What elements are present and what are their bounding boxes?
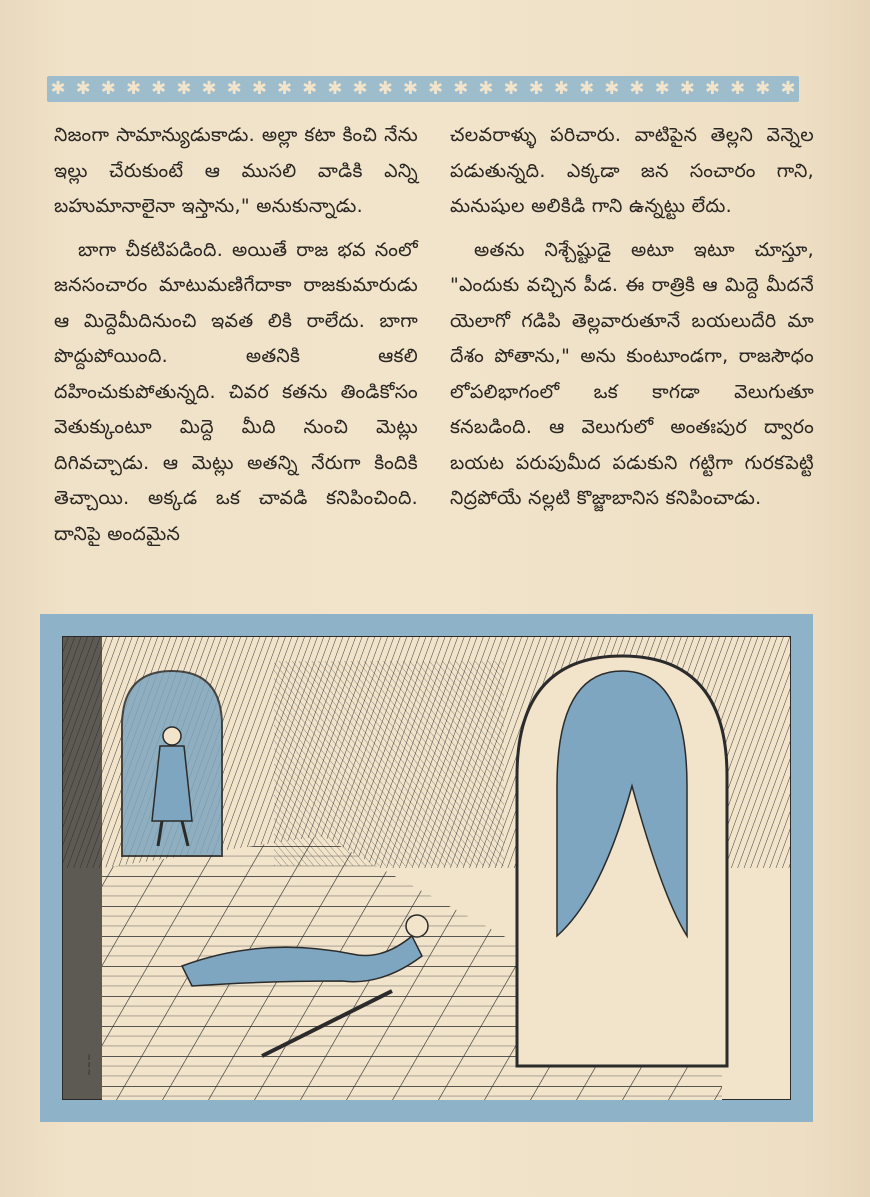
star-knot-icon: ✱ [176, 78, 192, 99]
paragraph: అతను నిశ్చేష్టుడై అటూ ఇటూ చూస్తూ, "ఎందుకు వచ్చిన పీడ. ఈ రాత్రికి ఆ మిద్దె మీదనే యెలాగో గడిపి తెల్లవారుతూనే బయలుదేరి మా దేశం పోతాను," అను కుంటూండగా, రాజసౌధం లోపలిభాగంలో ఒక కాగడా వెలుగుతూ కనబడింది. ఆ వెలుగులో అంతఃపుర ద్వారం బయట పరుపుమీద పడుకుని గట్టిగా గురకపెట్టి నిద్రపోయే నల్లటి కొజ్జాబానిస కనిపించాడు. [450, 238, 814, 509]
star-knot-icon: ✱ [125, 78, 142, 99]
star-knot-icon: ✱ [377, 78, 393, 99]
star-knot-icon: ✱ [251, 78, 267, 99]
star-knot-icon: ✱ [755, 78, 771, 99]
star-knot-icon: ✱ [402, 78, 418, 99]
star-knot-icon: ✱ [704, 78, 721, 99]
star-knot-icon: ✱ [654, 78, 670, 99]
star-knot-icon: ✱ [528, 78, 544, 99]
paragraph: నిజంగా సామాన్యుడుకాడు. అల్లా కటా కించి నేను ఇల్లు చేరుకుంటే ఆ ముసలి వాడికి ఎన్ని బహుమానాలైనా ఇస్తాను," అనుకున్నాడు. [54, 124, 418, 217]
left-column [54, 118, 418, 598]
star-knot-icon: ✱ [327, 78, 343, 99]
star-knot-icon: ✱ [100, 78, 116, 99]
star-knot-icon: ✱ [151, 78, 167, 99]
star-knot-icon: ✱ [780, 78, 796, 99]
star-knot-icon: ✱ [75, 78, 91, 99]
star-knot-icon: ✱ [503, 78, 519, 99]
star-knot-icon: ✱ [201, 78, 217, 99]
star-knot-icon: ✱ [579, 78, 595, 99]
story-illustration [40, 614, 813, 1122]
left-wall [62, 636, 102, 1100]
star-knot-icon: ✱ [604, 78, 620, 99]
paragraph: బాగా చీకటిపడింది. అయితే రాజ భవ నంలో జనసంచారం మాటుమణిగేదాకా రాజకుమారుడు ఆ మిద్దెమీదినుంచి ఇవత లికి రాలేదు. బాగా పొద్దుపోయింది. అతనికి ఆకలి దహించుకుపోతున్నది. చివర కతను తిండికోసం వెతుక్కుంటూ మిద్దె మీది నుంచి మెట్లు దిగివచ్చాడు. ఆ మెట్లు అతన్ని నేరుగా కిందికి తెచ్చాయి. అక్కడ ఒక చావడి కనిపించింది. దానిపై అందమైన [54, 238, 418, 545]
star-knot-icon: ✱ [277, 78, 293, 99]
star-knot-icon: ✱ [629, 78, 645, 99]
palace-scene-drawing [62, 636, 791, 1100]
star-knot-icon: ✱ [428, 78, 444, 99]
star-knot-icon: ✱ [730, 78, 746, 99]
artist-signature: ~~~ [85, 1053, 95, 1076]
star-knot-icon: ✱ [679, 78, 695, 99]
star-knot-icon: ✱ [553, 78, 569, 99]
wall-panel [274, 661, 504, 866]
star-knot-icon: ✱ [352, 78, 368, 99]
star-knot-icon: ✱ [302, 78, 318, 99]
right-column [450, 118, 814, 598]
star-knot-icon: ✱ [453, 78, 469, 99]
article-body [54, 118, 814, 598]
paragraph: చలవరాళ్ళు పరిచారు. వాటిపైన తెల్లని వెన్నెల పడుతున్నది. ఎక్కడా జన సంచారం గాని, మనుషుల అలికిడి గాని ఉన్నట్టు లేదు. [450, 124, 814, 217]
decorative-border [47, 76, 799, 102]
star-knot-icon: ✱ [226, 78, 242, 99]
star-knot-icon: ✱ [50, 78, 66, 99]
star-knot-icon: ✱ [478, 78, 494, 99]
